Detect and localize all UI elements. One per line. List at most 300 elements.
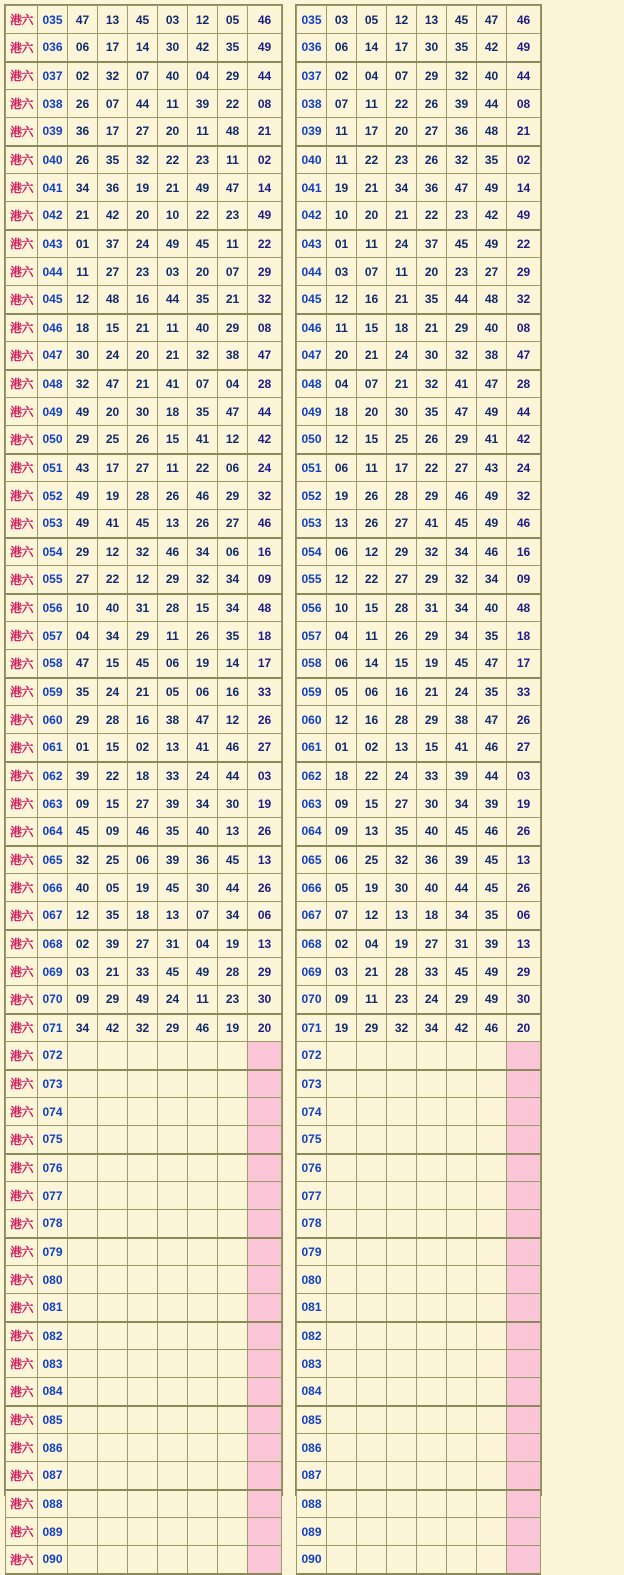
draw-number: 45 (128, 650, 158, 678)
draw-number: 12 (218, 426, 248, 454)
row-index[interactable]: 057 (38, 622, 68, 650)
draw-number (477, 1126, 507, 1154)
row-index[interactable]: 036 (38, 34, 68, 62)
row-index[interactable]: 069 (38, 958, 68, 986)
row-index[interactable]: 045 (297, 286, 327, 314)
draw-number (327, 1294, 357, 1322)
row-index[interactable]: 079 (38, 1238, 68, 1266)
special-number: 42 (507, 426, 541, 454)
special-number: 44 (507, 398, 541, 426)
draw-number: 19 (98, 482, 128, 510)
draw-number: 13 (158, 902, 188, 930)
special-number (507, 1434, 541, 1462)
row-index[interactable]: 044 (297, 258, 327, 286)
draw-number (447, 1462, 477, 1490)
row-index[interactable]: 073 (297, 1070, 327, 1098)
table-row (297, 762, 541, 790)
draw-number: 15 (357, 314, 387, 342)
row-index[interactable]: 071 (297, 1014, 327, 1042)
row-index[interactable]: 078 (38, 1210, 68, 1238)
special-number (507, 1294, 541, 1322)
draw-number: 42 (447, 1014, 477, 1042)
row-index[interactable]: 055 (297, 566, 327, 594)
draw-number (98, 1322, 128, 1350)
draw-number: 41 (188, 734, 218, 762)
row-index[interactable]: 062 (38, 762, 68, 790)
row-tag: 港六 (6, 902, 38, 930)
row-index[interactable]: 037 (297, 62, 327, 90)
row-tag: 港六 (6, 1210, 38, 1238)
row-index[interactable]: 077 (38, 1182, 68, 1210)
special-number: 13 (507, 930, 541, 958)
draw-number: 13 (387, 734, 417, 762)
row-index[interactable]: 077 (297, 1182, 327, 1210)
draw-number (98, 1434, 128, 1462)
row-index[interactable]: 064 (297, 818, 327, 846)
draw-number (218, 1182, 248, 1210)
draw-number: 21 (98, 958, 128, 986)
table-row (297, 174, 541, 202)
draw-number (477, 1070, 507, 1098)
row-index[interactable]: 087 (38, 1462, 68, 1490)
draw-number (128, 1294, 158, 1322)
draw-number (68, 1042, 98, 1070)
draw-number: 24 (387, 230, 417, 258)
row-index[interactable]: 079 (297, 1238, 327, 1266)
draw-number: 11 (68, 258, 98, 286)
draw-number: 41 (447, 734, 477, 762)
row-index[interactable]: 062 (297, 762, 327, 790)
draw-number: 29 (357, 1014, 387, 1042)
row-index[interactable]: 038 (297, 90, 327, 118)
draw-number: 05 (98, 874, 128, 902)
draw-number: 12 (357, 538, 387, 566)
row-index[interactable]: 039 (297, 118, 327, 146)
table-row (6, 258, 282, 286)
draw-number: 36 (98, 174, 128, 202)
draw-number (417, 1210, 447, 1238)
row-index[interactable]: 065 (38, 846, 68, 874)
draw-number: 47 (477, 706, 507, 734)
special-number: 24 (507, 454, 541, 482)
draw-number (387, 1266, 417, 1294)
row-index[interactable]: 056 (38, 594, 68, 622)
draw-number (357, 1490, 387, 1518)
draw-number: 47 (188, 706, 218, 734)
row-index[interactable]: 072 (38, 1042, 68, 1070)
draw-number: 21 (128, 370, 158, 398)
draw-number: 17 (387, 34, 417, 62)
row-index[interactable]: 063 (297, 790, 327, 818)
row-index[interactable]: 071 (38, 1014, 68, 1042)
row-index[interactable]: 063 (38, 790, 68, 818)
row-index[interactable]: 048 (297, 370, 327, 398)
draw-number (417, 1294, 447, 1322)
row-index[interactable]: 051 (297, 454, 327, 482)
draw-number: 36 (68, 118, 98, 146)
draw-number (188, 1322, 218, 1350)
row-index[interactable]: 043 (38, 230, 68, 258)
row-index[interactable]: 040 (297, 146, 327, 174)
row-index[interactable]: 047 (38, 342, 68, 370)
special-number: 26 (507, 874, 541, 902)
table-row (6, 874, 282, 902)
draw-number: 07 (327, 902, 357, 930)
table-row (297, 1182, 541, 1210)
row-index[interactable]: 088 (38, 1490, 68, 1518)
draw-number: 39 (477, 930, 507, 958)
table-row (6, 1042, 282, 1070)
table-row (6, 762, 282, 790)
row-index[interactable]: 053 (38, 510, 68, 538)
draw-number: 05 (327, 678, 357, 706)
draw-number (68, 1154, 98, 1182)
draw-number: 42 (477, 34, 507, 62)
draw-number: 18 (128, 902, 158, 930)
draw-number: 06 (327, 454, 357, 482)
row-index[interactable]: 064 (38, 818, 68, 846)
row-index[interactable]: 058 (297, 650, 327, 678)
draw-number (68, 1210, 98, 1238)
row-index[interactable]: 081 (297, 1294, 327, 1322)
draw-number: 20 (98, 398, 128, 426)
table-row (297, 566, 541, 594)
draw-number: 29 (447, 314, 477, 342)
special-number (507, 1462, 541, 1490)
draw-number: 45 (447, 650, 477, 678)
draw-number: 15 (387, 650, 417, 678)
draw-number: 41 (477, 426, 507, 454)
row-index[interactable]: 070 (297, 986, 327, 1014)
special-number: 09 (507, 566, 541, 594)
row-index[interactable]: 043 (297, 230, 327, 258)
row-index[interactable]: 070 (38, 986, 68, 1014)
draw-number: 10 (158, 202, 188, 230)
row-index[interactable]: 039 (38, 118, 68, 146)
row-index[interactable]: 051 (38, 454, 68, 482)
row-index[interactable]: 076 (38, 1154, 68, 1182)
table-row (6, 1014, 282, 1042)
draw-number: 15 (98, 734, 128, 762)
draw-number: 40 (477, 314, 507, 342)
draw-number: 29 (158, 566, 188, 594)
table-row (6, 594, 282, 622)
left-panel (4, 4, 283, 1567)
special-number (507, 1238, 541, 1266)
row-index[interactable]: 037 (38, 62, 68, 90)
right-panel (295, 4, 542, 1567)
draw-number (327, 1154, 357, 1182)
row-index[interactable]: 057 (297, 622, 327, 650)
draw-number: 22 (357, 146, 387, 174)
row-index[interactable]: 036 (297, 34, 327, 62)
draw-number: 32 (417, 370, 447, 398)
draw-number (387, 1238, 417, 1266)
draw-number (98, 1490, 128, 1518)
draw-number (477, 1546, 507, 1574)
draw-number (447, 1490, 477, 1518)
draw-number: 29 (68, 706, 98, 734)
row-index[interactable]: 035 (297, 6, 327, 34)
row-index[interactable]: 050 (38, 426, 68, 454)
row-index[interactable]: 090 (38, 1546, 68, 1574)
row-index[interactable]: 041 (297, 174, 327, 202)
draw-number: 42 (98, 202, 128, 230)
draw-number (98, 1518, 128, 1546)
draw-number: 45 (477, 846, 507, 874)
draw-number: 34 (447, 622, 477, 650)
row-index[interactable]: 089 (38, 1518, 68, 1546)
draw-number: 06 (128, 846, 158, 874)
row-index[interactable]: 083 (297, 1350, 327, 1378)
row-index[interactable]: 081 (38, 1294, 68, 1322)
draw-number: 20 (128, 342, 158, 370)
draw-number: 42 (477, 202, 507, 230)
draw-number: 21 (128, 314, 158, 342)
row-index[interactable]: 040 (38, 146, 68, 174)
draw-number (447, 1546, 477, 1574)
row-index[interactable]: 076 (297, 1154, 327, 1182)
row-index[interactable]: 065 (297, 846, 327, 874)
draw-number (357, 1350, 387, 1378)
draw-number: 18 (327, 398, 357, 426)
draw-number: 11 (327, 118, 357, 146)
special-number: 08 (248, 90, 282, 118)
draw-number: 24 (158, 986, 188, 1014)
draw-number: 37 (98, 230, 128, 258)
draw-number: 26 (188, 510, 218, 538)
special-number: 26 (248, 706, 282, 734)
draw-number: 06 (327, 34, 357, 62)
draw-number: 27 (417, 118, 447, 146)
row-index[interactable]: 073 (38, 1070, 68, 1098)
row-index[interactable]: 074 (297, 1098, 327, 1126)
draw-number: 48 (477, 286, 507, 314)
draw-number (447, 1238, 477, 1266)
row-index[interactable]: 061 (38, 734, 68, 762)
table-row (297, 370, 541, 398)
row-index[interactable]: 086 (297, 1434, 327, 1462)
row-index[interactable]: 085 (38, 1406, 68, 1434)
draw-number: 38 (477, 342, 507, 370)
draw-number (357, 1378, 387, 1406)
row-index[interactable]: 078 (297, 1210, 327, 1238)
draw-number: 07 (327, 90, 357, 118)
row-index[interactable]: 090 (297, 1546, 327, 1574)
row-index[interactable]: 049 (297, 398, 327, 426)
row-index[interactable]: 060 (297, 706, 327, 734)
row-index[interactable]: 066 (297, 874, 327, 902)
draw-number: 22 (387, 90, 417, 118)
draw-number (188, 1350, 218, 1378)
special-number: 06 (507, 902, 541, 930)
draw-number: 11 (158, 454, 188, 482)
special-number (507, 1546, 541, 1574)
draw-number: 05 (357, 6, 387, 34)
row-index[interactable]: 080 (38, 1266, 68, 1294)
row-index[interactable]: 035 (38, 6, 68, 34)
row-index[interactable]: 072 (297, 1042, 327, 1070)
row-index[interactable]: 042 (297, 202, 327, 230)
row-tag: 港六 (6, 1294, 38, 1322)
special-number: 14 (248, 174, 282, 202)
row-tag: 港六 (6, 426, 38, 454)
table-row (297, 650, 541, 678)
row-index[interactable]: 047 (297, 342, 327, 370)
row-index[interactable]: 068 (38, 930, 68, 958)
row-index[interactable]: 054 (38, 538, 68, 566)
row-index[interactable]: 061 (297, 734, 327, 762)
draw-number: 09 (327, 790, 357, 818)
draw-number: 28 (158, 594, 188, 622)
draw-number (128, 1042, 158, 1070)
draw-number (68, 1182, 98, 1210)
draw-number (218, 1098, 248, 1126)
draw-number: 26 (68, 146, 98, 174)
special-number: 32 (507, 482, 541, 510)
table-row (297, 230, 541, 258)
draw-number: 31 (447, 930, 477, 958)
table-row (297, 846, 541, 874)
special-number (507, 1378, 541, 1406)
draw-number: 02 (68, 62, 98, 90)
row-tag: 港六 (6, 230, 38, 258)
row-index[interactable]: 059 (38, 678, 68, 706)
draw-number: 34 (218, 566, 248, 594)
draw-number (327, 1406, 357, 1434)
special-number: 29 (507, 958, 541, 986)
draw-number: 04 (357, 930, 387, 958)
table-row (297, 1546, 541, 1574)
row-index[interactable]: 084 (297, 1378, 327, 1406)
row-index[interactable]: 085 (297, 1406, 327, 1434)
draw-number (327, 1070, 357, 1098)
draw-number: 26 (417, 146, 447, 174)
draw-number: 32 (68, 846, 98, 874)
row-index[interactable]: 075 (38, 1126, 68, 1154)
row-index[interactable]: 049 (38, 398, 68, 426)
draw-number (98, 1462, 128, 1490)
special-number: 29 (248, 958, 282, 986)
row-index[interactable]: 046 (297, 314, 327, 342)
row-index[interactable]: 086 (38, 1434, 68, 1462)
special-number: 48 (248, 594, 282, 622)
row-tag: 港六 (6, 34, 38, 62)
draw-number: 21 (158, 174, 188, 202)
draw-number: 45 (447, 510, 477, 538)
row-tag: 港六 (6, 762, 38, 790)
row-index[interactable]: 082 (38, 1322, 68, 1350)
row-index[interactable]: 080 (297, 1266, 327, 1294)
special-number: 22 (507, 230, 541, 258)
draw-number: 36 (417, 174, 447, 202)
draw-number: 05 (218, 6, 248, 34)
row-index[interactable]: 082 (297, 1322, 327, 1350)
row-index[interactable]: 046 (38, 314, 68, 342)
row-index[interactable]: 060 (38, 706, 68, 734)
draw-number: 21 (417, 314, 447, 342)
table-row (6, 342, 282, 370)
row-index[interactable]: 055 (38, 566, 68, 594)
draw-number: 11 (327, 314, 357, 342)
row-index[interactable]: 050 (297, 426, 327, 454)
row-index[interactable]: 087 (297, 1462, 327, 1490)
row-index[interactable]: 053 (297, 510, 327, 538)
row-tag: 港六 (6, 594, 38, 622)
draw-number: 02 (327, 930, 357, 958)
table-row (6, 454, 282, 482)
row-index[interactable]: 067 (38, 902, 68, 930)
draw-number (417, 1266, 447, 1294)
draw-number (447, 1210, 477, 1238)
row-tag: 港六 (6, 790, 38, 818)
draw-number: 30 (417, 342, 447, 370)
draw-number (218, 1490, 248, 1518)
draw-number: 29 (158, 1014, 188, 1042)
row-index[interactable]: 068 (297, 930, 327, 958)
row-index[interactable]: 038 (38, 90, 68, 118)
draw-number: 02 (357, 734, 387, 762)
row-index[interactable]: 042 (38, 202, 68, 230)
row-index[interactable]: 066 (38, 874, 68, 902)
row-index[interactable]: 083 (38, 1350, 68, 1378)
draw-number: 03 (327, 258, 357, 286)
row-index[interactable]: 052 (297, 482, 327, 510)
table-row (297, 1518, 541, 1546)
row-index[interactable]: 058 (38, 650, 68, 678)
row-index[interactable]: 069 (297, 958, 327, 986)
table-row (6, 482, 282, 510)
draw-number (387, 1462, 417, 1490)
draw-number: 23 (218, 986, 248, 1014)
draw-number (387, 1070, 417, 1098)
draw-number (477, 1154, 507, 1182)
row-index[interactable]: 041 (38, 174, 68, 202)
row-index[interactable]: 052 (38, 482, 68, 510)
special-number: 13 (507, 846, 541, 874)
draw-number (158, 1490, 188, 1518)
row-index[interactable]: 084 (38, 1378, 68, 1406)
row-index[interactable]: 074 (38, 1098, 68, 1126)
draw-number: 27 (128, 454, 158, 482)
row-index[interactable]: 044 (38, 258, 68, 286)
draw-number: 29 (417, 62, 447, 90)
row-index[interactable]: 059 (297, 678, 327, 706)
row-index[interactable]: 048 (38, 370, 68, 398)
table-row (6, 1182, 282, 1210)
row-index[interactable]: 056 (297, 594, 327, 622)
draw-number: 11 (158, 314, 188, 342)
special-number: 49 (248, 34, 282, 62)
draw-number: 35 (417, 286, 447, 314)
draw-number: 12 (218, 706, 248, 734)
special-number: 02 (248, 146, 282, 174)
row-index[interactable]: 088 (297, 1490, 327, 1518)
draw-number (327, 1518, 357, 1546)
row-index[interactable]: 075 (297, 1126, 327, 1154)
draw-number: 24 (417, 986, 447, 1014)
row-index[interactable]: 054 (297, 538, 327, 566)
table-row (6, 118, 282, 146)
draw-number: 13 (158, 734, 188, 762)
special-number: 27 (507, 734, 541, 762)
row-index[interactable]: 089 (297, 1518, 327, 1546)
draw-number: 29 (417, 622, 447, 650)
draw-number: 32 (128, 1014, 158, 1042)
row-index[interactable]: 067 (297, 902, 327, 930)
row-index[interactable]: 045 (38, 286, 68, 314)
draw-number (447, 1098, 477, 1126)
